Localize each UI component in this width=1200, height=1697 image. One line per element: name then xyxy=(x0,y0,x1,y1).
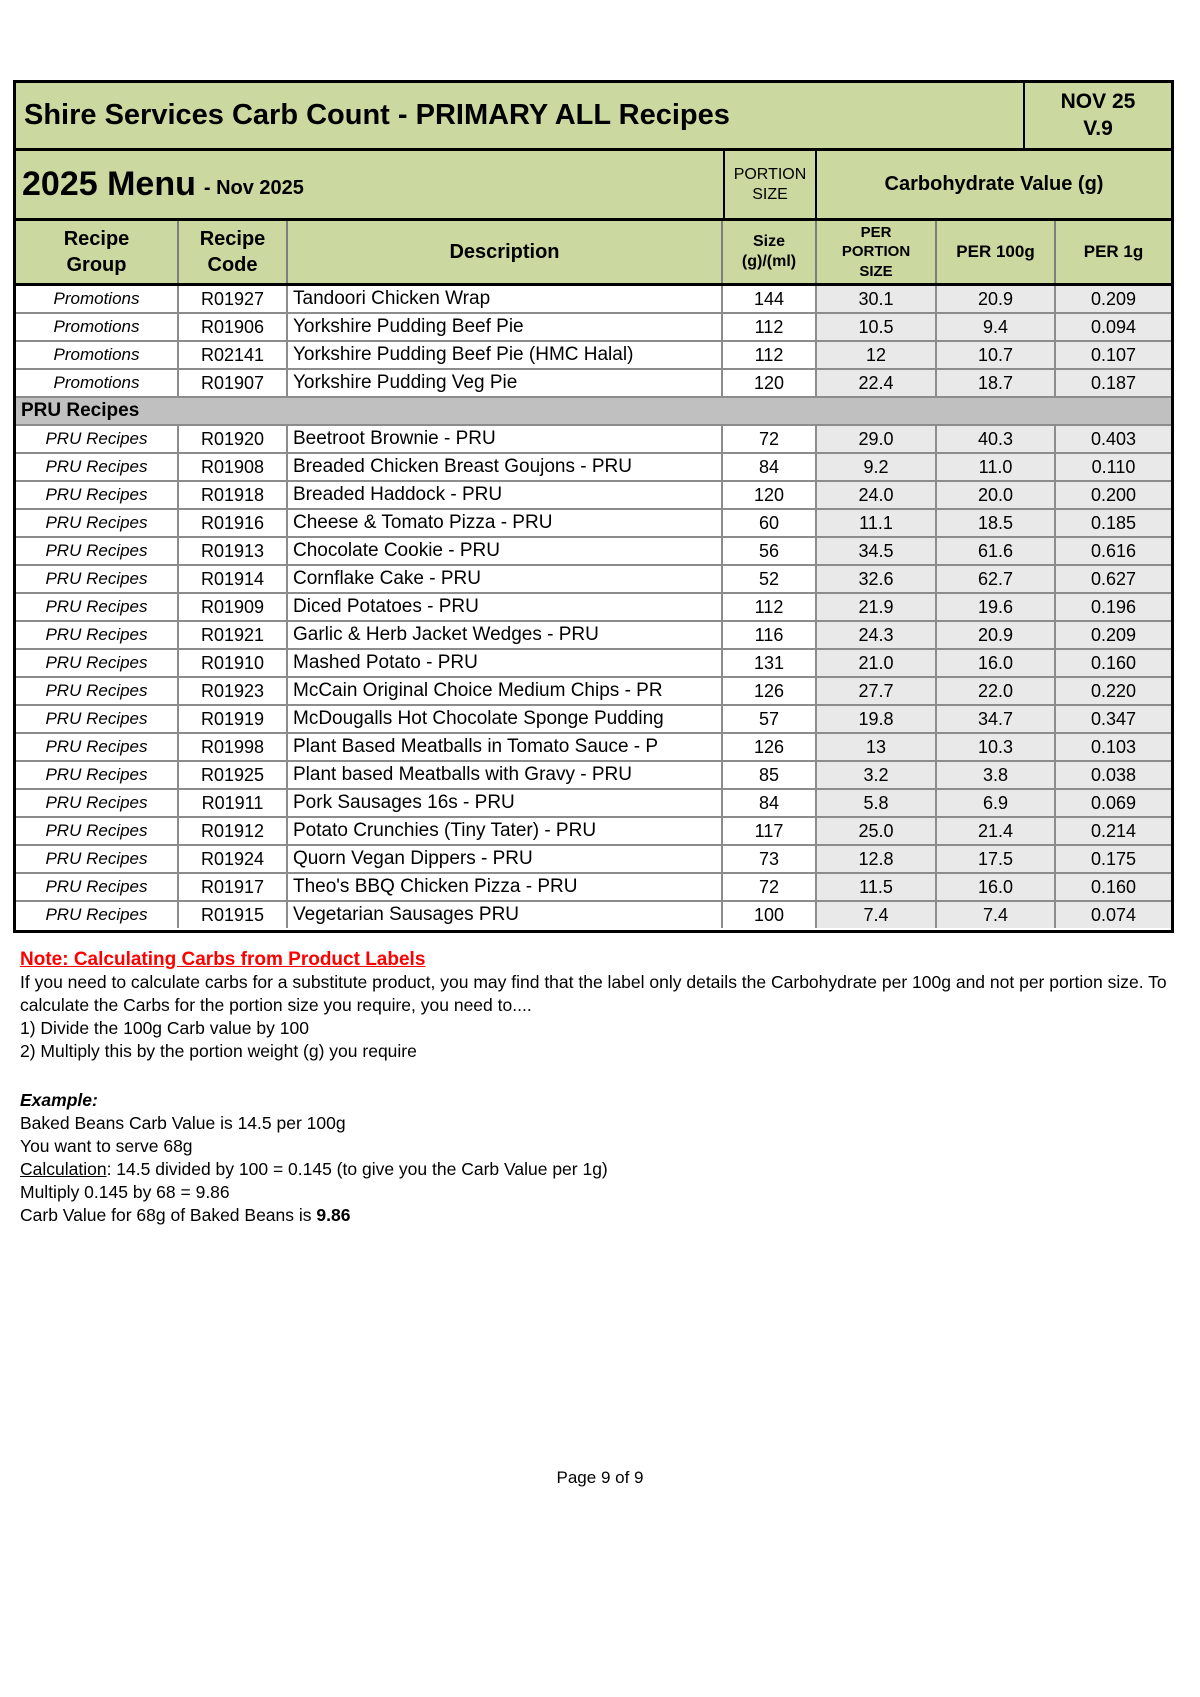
per-1g-cell: 0.160 xyxy=(1056,874,1171,900)
calculation-label: Calculation xyxy=(20,1159,107,1179)
description-cell: Plant based Meatballs with Gravy - PRU xyxy=(288,762,723,788)
size-cell: 100 xyxy=(723,902,817,928)
per-portion-cell: 9.2 xyxy=(817,454,937,480)
description-cell: Diced Potatoes - PRU xyxy=(288,594,723,620)
recipe-code-cell: R01906 xyxy=(179,314,288,340)
recipe-code-cell: R01923 xyxy=(179,678,288,704)
per-portion-cell: 7.4 xyxy=(817,902,937,928)
portion-size-line2: SIZE xyxy=(752,185,788,203)
col-header-size: Size (g)/(ml) xyxy=(723,221,817,283)
recipe-group-cell: PRU Recipes xyxy=(16,846,179,872)
size-cell: 144 xyxy=(723,286,817,312)
per-100g-cell: 6.9 xyxy=(937,790,1056,816)
size-cell: 112 xyxy=(723,314,817,340)
recipe-code-cell: R01909 xyxy=(179,594,288,620)
portion-size-line1: PORTION xyxy=(733,165,807,183)
per-100g-cell: 20.0 xyxy=(937,482,1056,508)
result-line xyxy=(20,1204,1180,1227)
per-portion-cell: 27.7 xyxy=(817,678,937,704)
title-row xyxy=(16,83,1171,151)
size-cell: 112 xyxy=(723,342,817,368)
per-1g-cell: 0.196 xyxy=(1056,594,1171,620)
per-portion-cell: 10.5 xyxy=(817,314,937,340)
per-portion-cell: 5.8 xyxy=(817,790,937,816)
version-number: V.9 xyxy=(1083,116,1113,140)
recipe-group-cell: PRU Recipes xyxy=(16,594,179,620)
result-value: 9.86 xyxy=(316,1205,351,1225)
per-portion-cell: 12.8 xyxy=(817,846,937,872)
per-100g-cell: 10.7 xyxy=(937,342,1056,368)
per-100g-cell: 16.0 xyxy=(937,874,1056,900)
recipe-group-cell: PRU Recipes xyxy=(16,678,179,704)
table-row xyxy=(16,790,1171,818)
per-100g-cell: 18.5 xyxy=(937,510,1056,536)
per-100g-cell: 10.3 xyxy=(937,734,1056,760)
example-label: Example: xyxy=(20,1090,98,1110)
recipe-group-cell: PRU Recipes xyxy=(16,622,179,648)
table-row xyxy=(16,650,1171,678)
col-header-recipe-code: Recipe Code xyxy=(179,221,288,283)
per-1g-cell: 0.094 xyxy=(1056,314,1171,340)
per-100g-cell: 40.3 xyxy=(937,426,1056,452)
recipe-code-cell: R01924 xyxy=(179,846,288,872)
description-cell: McCain Original Choice Medium Chips - PR xyxy=(288,678,723,704)
table-row xyxy=(16,734,1171,762)
description-cell: Chocolate Cookie - PRU xyxy=(288,538,723,564)
per-100g-cell: 18.7 xyxy=(937,370,1056,396)
per-100g-cell: 19.6 xyxy=(937,594,1056,620)
note-paragraph: If you need to calculate carbs for a substitute product, you may find that the label only details the Carbohydrate per 100g and not per portion size. To calculate the Carbs for the portion size you require, you need to.... xyxy=(20,972,1167,1015)
calculation-rest: : 14.5 divided by 100 = 0.145 (to give you the Carb Value per 1g) xyxy=(106,1159,608,1179)
recipe-group-cell: PRU Recipes xyxy=(16,650,179,676)
recipe-code-cell: R01920 xyxy=(179,426,288,452)
recipe-code-cell: R02141 xyxy=(179,342,288,368)
per-1g-cell: 0.038 xyxy=(1056,762,1171,788)
result-prefix: Carb Value for 68g of Baked Beans is xyxy=(20,1205,317,1225)
table-row xyxy=(16,510,1171,538)
per-portion-cell: 22.4 xyxy=(817,370,937,396)
per-1g-cell: 0.209 xyxy=(1056,622,1171,648)
table-row xyxy=(16,426,1171,454)
table-row xyxy=(16,594,1171,622)
size-cell: 120 xyxy=(723,482,817,508)
size-cell: 72 xyxy=(723,874,817,900)
per-portion-cell: 34.5 xyxy=(817,538,937,564)
per-portion-cell: 3.2 xyxy=(817,762,937,788)
recipe-group-cell: PRU Recipes xyxy=(16,566,179,592)
col-header-description: Description xyxy=(288,221,723,283)
per-100g-cell: 61.6 xyxy=(937,538,1056,564)
per-1g-cell: 0.616 xyxy=(1056,538,1171,564)
recipe-code-cell: R01998 xyxy=(179,734,288,760)
per-1g-cell: 0.627 xyxy=(1056,566,1171,592)
description-cell: Potato Crunchies (Tiny Tater) - PRU xyxy=(288,818,723,844)
recipe-group-cell: PRU Recipes xyxy=(16,734,179,760)
size-cell: 131 xyxy=(723,650,817,676)
per-portion-cell: 29.0 xyxy=(817,426,937,452)
note-step-1: 1) Divide the 100g Carb value by 100 xyxy=(20,1018,309,1038)
recipe-code-cell: R01912 xyxy=(179,818,288,844)
table-row xyxy=(16,370,1171,398)
per-portion-cell: 25.0 xyxy=(817,818,937,844)
recipe-group-cell: Promotions xyxy=(16,314,179,340)
recipe-group-cell: PRU Recipes xyxy=(16,706,179,732)
per-portion-cell: 21.9 xyxy=(817,594,937,620)
table-row xyxy=(16,706,1171,734)
recipe-code-cell: R01915 xyxy=(179,902,288,928)
per-1g-cell: 0.209 xyxy=(1056,286,1171,312)
description-cell: Quorn Vegan Dippers - PRU xyxy=(288,846,723,872)
recipe-code-cell: R01913 xyxy=(179,538,288,564)
per-1g-cell: 0.187 xyxy=(1056,370,1171,396)
recipe-code-cell: R01907 xyxy=(179,370,288,396)
recipe-code-cell: R01908 xyxy=(179,454,288,480)
per-100g-cell: 3.8 xyxy=(937,762,1056,788)
table-row xyxy=(16,482,1171,510)
description-cell: Breaded Chicken Breast Goujons - PRU xyxy=(288,454,723,480)
recipe-code-cell: R01919 xyxy=(179,706,288,732)
description-cell: Theo's BBQ Chicken Pizza - PRU xyxy=(288,874,723,900)
note-section xyxy=(20,948,1180,1227)
description-cell: Plant Based Meatballs in Tomato Sauce - P xyxy=(288,734,723,760)
carb-count-table xyxy=(13,80,1174,933)
per-1g-cell: 0.220 xyxy=(1056,678,1171,704)
description-cell: Beetroot Brownie - PRU xyxy=(288,426,723,452)
menu-title: 2025 Menu xyxy=(22,165,196,203)
recipe-code-cell: R01910 xyxy=(179,650,288,676)
table-row xyxy=(16,286,1171,314)
note-heading: Note: Calculating Carbs from Product Labels xyxy=(20,949,426,970)
menu-subtitle: - Nov 2025 xyxy=(203,177,304,199)
per-portion-cell: 24.3 xyxy=(817,622,937,648)
page-title: Shire Services Carb Count - PRIMARY ALL Recipes xyxy=(24,99,730,131)
per-portion-cell: 32.6 xyxy=(817,566,937,592)
per-1g-cell: 0.214 xyxy=(1056,818,1171,844)
recipe-code-cell: R01917 xyxy=(179,874,288,900)
recipe-group-cell: PRU Recipes xyxy=(16,874,179,900)
recipe-group-cell: Promotions xyxy=(16,286,179,312)
description-cell: McDougalls Hot Chocolate Sponge Pudding xyxy=(288,706,723,732)
note-steps xyxy=(20,1017,1180,1063)
recipe-group-cell: PRU Recipes xyxy=(16,510,179,536)
column-header-row xyxy=(16,221,1171,286)
page-number: Page 9 of 9 xyxy=(556,1468,644,1487)
calculation-line xyxy=(20,1158,1180,1181)
per-portion-cell: 30.1 xyxy=(817,286,937,312)
per-100g-cell: 7.4 xyxy=(937,902,1056,928)
size-cell: 117 xyxy=(723,818,817,844)
recipe-group-cell: Promotions xyxy=(16,342,179,368)
table-row xyxy=(16,818,1171,846)
size-cell: 126 xyxy=(723,678,817,704)
per-100g-cell: 17.5 xyxy=(937,846,1056,872)
description-cell: Breaded Haddock - PRU xyxy=(288,482,723,508)
recipe-code-cell: R01911 xyxy=(179,790,288,816)
per-1g-cell: 0.103 xyxy=(1056,734,1171,760)
per-portion-cell: 21.0 xyxy=(817,650,937,676)
size-cell: 84 xyxy=(723,790,817,816)
recipe-code-cell: R01921 xyxy=(179,622,288,648)
size-cell: 60 xyxy=(723,510,817,536)
size-cell: 73 xyxy=(723,846,817,872)
description-cell: Pork Sausages 16s - PRU xyxy=(288,790,723,816)
per-portion-cell: 24.0 xyxy=(817,482,937,508)
description-cell: Mashed Potato - PRU xyxy=(288,650,723,676)
table-row xyxy=(16,902,1171,930)
table-row xyxy=(16,538,1171,566)
table-row xyxy=(16,454,1171,482)
description-cell: Vegetarian Sausages PRU xyxy=(288,902,723,928)
recipe-group-cell: PRU Recipes xyxy=(16,818,179,844)
per-1g-cell: 0.160 xyxy=(1056,650,1171,676)
per-100g-cell: 21.4 xyxy=(937,818,1056,844)
per-100g-cell: 20.9 xyxy=(937,622,1056,648)
size-cell: 85 xyxy=(723,762,817,788)
example-line-2: You want to serve 68g xyxy=(20,1136,193,1156)
table-row xyxy=(16,622,1171,650)
portion-size-header xyxy=(723,151,817,218)
recipe-code-cell: R01925 xyxy=(179,762,288,788)
recipe-code-cell: R01918 xyxy=(179,482,288,508)
recipe-code-cell: R01927 xyxy=(179,286,288,312)
recipe-group-cell: PRU Recipes xyxy=(16,538,179,564)
col-header-per-1g: PER 1g xyxy=(1083,242,1144,261)
col-header-per-portion: PER PORTION SIZE xyxy=(817,221,937,283)
size-cell: 116 xyxy=(723,622,817,648)
table-row xyxy=(16,846,1171,874)
per-1g-cell: 0.107 xyxy=(1056,342,1171,368)
version-badge xyxy=(1023,83,1171,148)
table-row xyxy=(16,678,1171,706)
per-100g-cell: 34.7 xyxy=(937,706,1056,732)
recipe-group-cell: PRU Recipes xyxy=(16,454,179,480)
per-portion-cell: 11.1 xyxy=(817,510,937,536)
menu-title-cell xyxy=(16,151,723,218)
recipe-group-cell: PRU Recipes xyxy=(16,902,179,928)
size-cell: 84 xyxy=(723,454,817,480)
table-row xyxy=(16,566,1171,594)
table-row xyxy=(16,874,1171,902)
example-line-1: Baked Beans Carb Value is 14.5 per 100g xyxy=(20,1113,346,1133)
note-step-2: 2) Multiply this by the portion weight (g) you require xyxy=(20,1041,417,1061)
description-cell: Tandoori Chicken Wrap xyxy=(288,286,723,312)
table-row xyxy=(16,762,1171,790)
size-cell: 72 xyxy=(723,426,817,452)
description-cell: Cheese & Tomato Pizza - PRU xyxy=(288,510,723,536)
per-1g-cell: 0.175 xyxy=(1056,846,1171,872)
description-cell: Yorkshire Pudding Veg Pie xyxy=(288,370,723,396)
per-1g-cell: 0.347 xyxy=(1056,706,1171,732)
per-100g-cell: 22.0 xyxy=(937,678,1056,704)
recipe-group-cell: PRU Recipes xyxy=(16,482,179,508)
per-100g-cell: 20.9 xyxy=(937,286,1056,312)
description-cell: Yorkshire Pudding Beef Pie xyxy=(288,314,723,340)
description-cell: Cornflake Cake - PRU xyxy=(288,566,723,592)
per-portion-cell: 13 xyxy=(817,734,937,760)
menu-row xyxy=(16,151,1171,221)
col-header-recipe-group: Recipe Group xyxy=(16,221,179,283)
recipe-group-cell: Promotions xyxy=(16,370,179,396)
description-cell: Yorkshire Pudding Beef Pie (HMC Halal) xyxy=(288,342,723,368)
description-cell: Garlic & Herb Jacket Wedges - PRU xyxy=(288,622,723,648)
per-1g-cell: 0.185 xyxy=(1056,510,1171,536)
per-1g-cell: 0.110 xyxy=(1056,454,1171,480)
per-1g-cell: 0.200 xyxy=(1056,482,1171,508)
recipe-group-cell: PRU Recipes xyxy=(16,762,179,788)
per-1g-cell: 0.403 xyxy=(1056,426,1171,452)
per-portion-cell: 11.5 xyxy=(817,874,937,900)
note-example xyxy=(20,1089,1180,1227)
size-cell: 112 xyxy=(723,594,817,620)
calculation-line-2: Multiply 0.145 by 68 = 9.86 xyxy=(20,1182,230,1202)
version-month: NOV 25 xyxy=(1060,90,1136,114)
recipe-group-cell: PRU Recipes xyxy=(16,426,179,452)
table-row xyxy=(16,342,1171,370)
per-1g-cell: 0.069 xyxy=(1056,790,1171,816)
per-100g-cell: 11.0 xyxy=(937,454,1056,480)
carbohydrate-value-header: Carbohydrate Value (g) xyxy=(884,173,1104,195)
per-100g-cell: 9.4 xyxy=(937,314,1056,340)
size-cell: 56 xyxy=(723,538,817,564)
table-row xyxy=(16,314,1171,342)
size-cell: 52 xyxy=(723,566,817,592)
per-100g-cell: 62.7 xyxy=(937,566,1056,592)
size-cell: 120 xyxy=(723,370,817,396)
size-cell: 57 xyxy=(723,706,817,732)
size-cell: 126 xyxy=(723,734,817,760)
recipe-group-cell: PRU Recipes xyxy=(16,790,179,816)
recipe-code-cell: R01916 xyxy=(179,510,288,536)
per-portion-cell: 12 xyxy=(817,342,937,368)
recipe-code-cell: R01914 xyxy=(179,566,288,592)
per-100g-cell: 16.0 xyxy=(937,650,1056,676)
col-header-per-100g: PER 100g xyxy=(937,221,1056,283)
per-1g-cell: 0.074 xyxy=(1056,902,1171,928)
section-header-pru-recipes: PRU Recipes xyxy=(16,398,1171,426)
per-portion-cell: 19.8 xyxy=(817,706,937,732)
